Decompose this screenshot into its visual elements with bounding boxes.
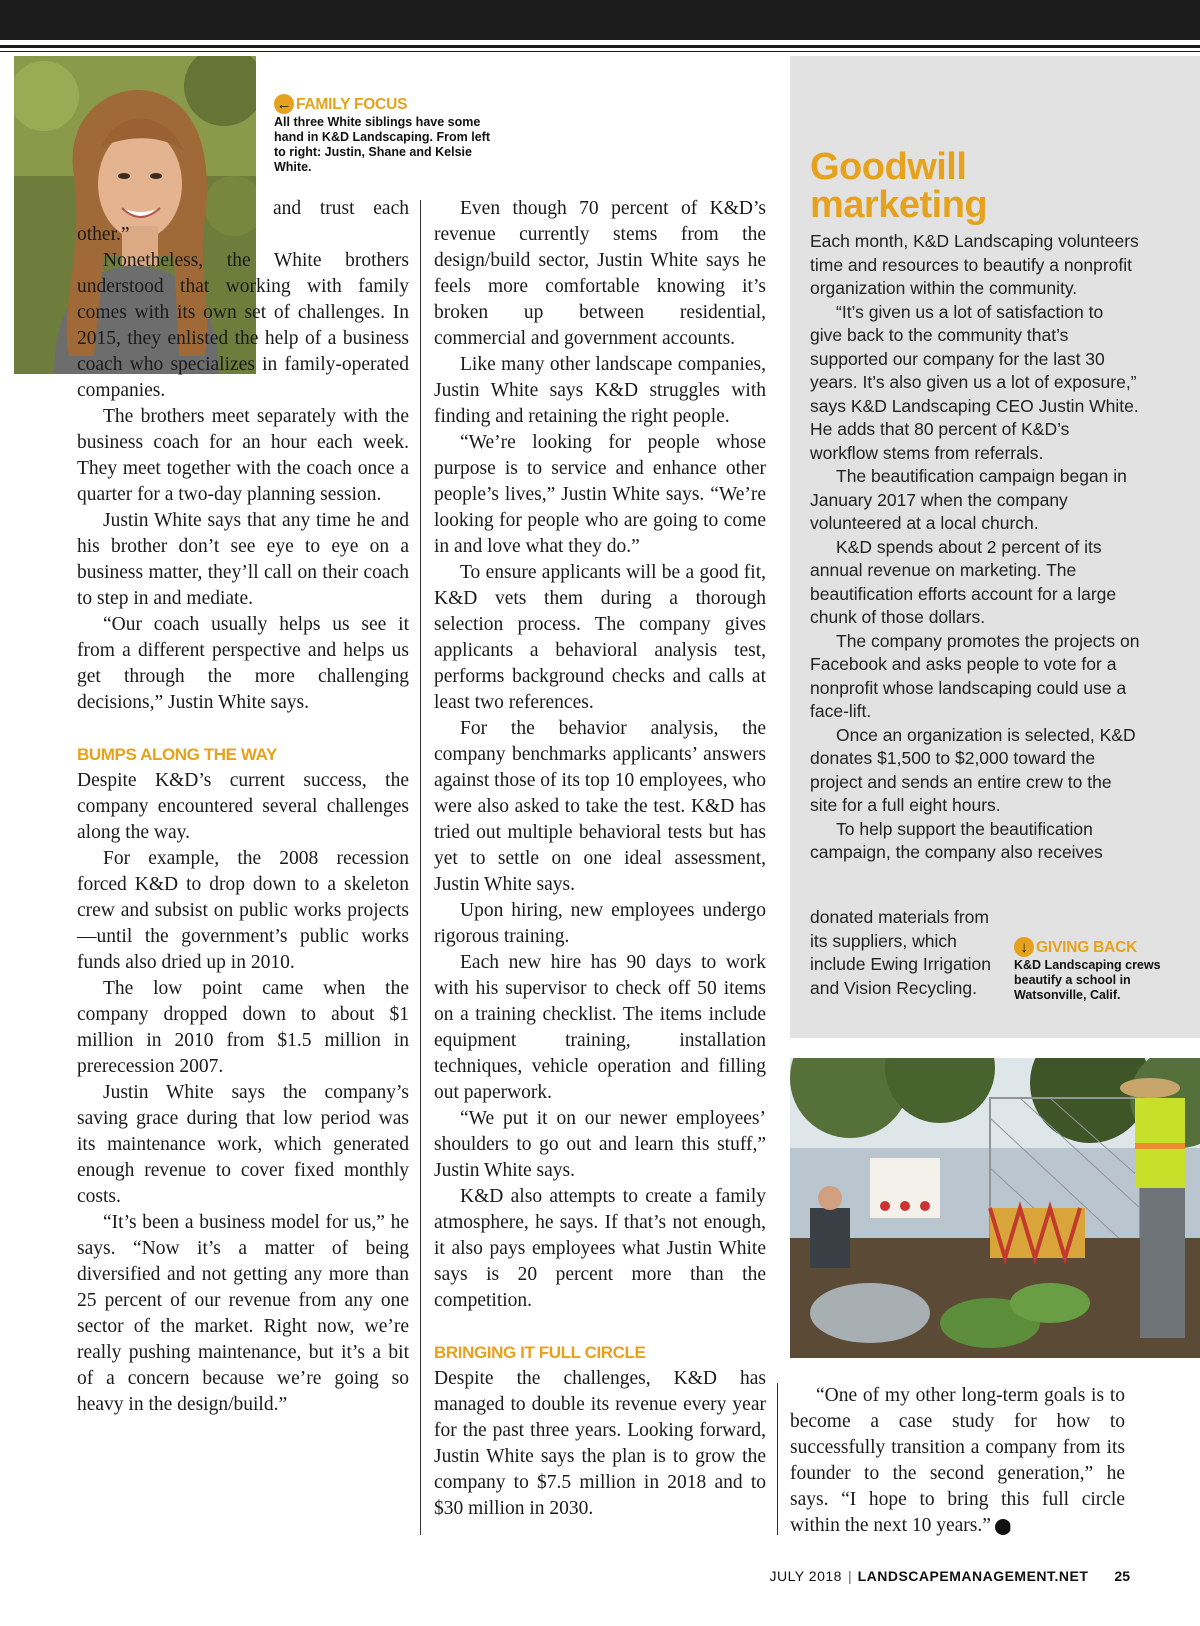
closing-paragraph-text: “One of my other long-term goals is to become a case study for how to successfully transition a company from its founder to the second generation,” he says. “I hope to bring this full circle within the next 10 years.”	[790, 1385, 1125, 1536]
column-divider	[420, 200, 421, 1535]
section-subhead: BRINGING IT FULL CIRCLE	[434, 1343, 646, 1362]
paragraph: The low point came when the company dropped down to about $1 million in 2010 from $1.5 million in prerecession 2007.	[77, 978, 409, 1077]
sidebar-body	[810, 230, 1140, 865]
caption-text: K&D Landscaping crews beautify a school in Watsonville, Calif.	[1014, 958, 1161, 1002]
paragraph: Like many other landscape companies, Justin White says K&D struggles with finding and retaining the right people.	[434, 354, 766, 427]
article-column-2	[434, 196, 766, 1522]
photo-caption-giving-back	[1014, 937, 1174, 1003]
paragraph: The brothers meet separately with the business coach for an hour each week. They meet together with the coach once a quarter for a two-day planning session.	[77, 406, 409, 505]
sidebar-paragraph: The beautification campaign began in January 2017 when the company volunteered at a local church.	[810, 466, 1127, 533]
photo-wrap-spacer	[77, 0, 273, 208]
paragraph	[790, 1383, 1125, 1539]
site-url: LANDSCAPEMANAGEMENT.NET	[857, 1568, 1089, 1584]
sidebar-paragraph: “It’s given us a lot of satisfaction to give back to the community that’s supported our company for the last 30 years. It’s also given us a lot of exposure,” says K&D Landscaping CEO Justin White. He adds that 80 percent of K&D’s workflow stems from referrals.	[810, 301, 1139, 463]
footer-separator: |	[847, 1568, 852, 1584]
paragraph: Even though 70 percent of K&D’s revenue currently stems from the design/build sector, Justin White says he feels more comfortable knowing it’s broken up between residential, commercial and government accounts.	[434, 198, 766, 349]
article-column-1	[77, 196, 409, 1418]
sidebar-paragraph: K&D spends about 2 percent of its annual revenue on marketing. The beautification efforts account for a large chunk of those dollars.	[810, 536, 1117, 627]
arrow-down-circle-icon: ↓	[1014, 937, 1034, 957]
caption-heading-text: GIVING BACK	[1036, 938, 1138, 956]
sidebar-paragraph-tail: donated materials from its suppliers, which include Ewing Irrigation and Vision Recycling.	[810, 907, 991, 998]
column-divider	[777, 1383, 778, 1535]
page-number: 25	[1114, 1568, 1130, 1584]
sidebar-paragraph: To help support the beautification campaign, the company also receives	[810, 818, 1103, 862]
paragraph: K&D also attempts to create a family atmosphere, he says. If that’s not enough, it also pays employees what Justin White says is 20 percent more than the competition.	[434, 1186, 766, 1311]
caption-heading	[1014, 937, 1174, 957]
paragraph: “We put it on our newer employees’ shoulders to go out and learn this stuff,” Justin White says.	[434, 1108, 766, 1181]
caption-heading	[274, 94, 504, 114]
paragraph: “Our coach usually helps us see it from a different perspective and helps us get through the more challenging decisions,” Justin White says.	[77, 614, 409, 713]
caption-heading-text: FAMILY FOCUS	[296, 95, 408, 113]
end-of-story-icon: LM	[995, 1519, 1011, 1535]
paragraph: “It’s been a business model for us,” he says. “Now it’s a matter of being diversified and not getting any more than 25 percent of our revenue from any one sector of the market. Right now, we’re really pushing maintenance, but it’s a bit of a concern because we’re going so heavy in the design/build.”	[77, 1212, 409, 1415]
paragraph: Despite the challenges, K&D has managed to double its revenue every year for the past three years. Looking forward, Justin White says the plan is to grow the company to $7.5 million in 2018 and to $30 million in 2030.	[434, 1368, 766, 1519]
paragraph: “We’re looking for people whose purpose is to service and enhance other people’s lives,” Justin White says. “We’re looking for people who are going to come in and love what they do.”	[434, 432, 766, 557]
paragraph: Upon hiring, new employees undergo rigorous training.	[434, 900, 766, 947]
sidebar-title-line: Goodwill	[810, 146, 967, 188]
paragraph: Each new hire has 90 days to work with his supervisor to check off 50 items on a training checklist. The items include equipment training, installation techniques, vehicle operation and filling out paperwork.	[434, 952, 766, 1103]
sidebar-paragraph: Each month, K&D Landscaping volunteers time and resources to beautify a nonprofit organization within the community.	[810, 231, 1139, 298]
caption-text: All three White siblings have some hand in K&D Landscaping. From left to right: Justin, Shane and Kelsie White.	[274, 115, 490, 174]
crew-photo	[790, 1058, 1200, 1358]
paragraph: Nonetheless, the White brothers understood that working with family comes with its own set of challenges. In 2015, they enlisted the help of a business coach who specializes in family-operated companies.	[77, 250, 409, 401]
paragraph: Despite K&D’s current success, the company encountered several challenges along the way.	[77, 770, 409, 843]
paragraph: For the behavior analysis, the company benchmarks applicants’ answers against those of its top 10 employees, who were also asked to take the test. K&D has tried out multiple behavioral tests but has yet to settle on one ideal assessment, Justin White says.	[434, 718, 766, 895]
sidebar-title	[810, 148, 1180, 224]
sidebar-paragraph: Once an organization is selected, K&D donates $1,500 to $2,000 toward the project and sends an entire crew to the site for a full eight hours.	[810, 724, 1136, 815]
paragraph: To ensure applicants will be a good fit, K&D vets them during a thorough selection process. The company gives applicants a behavioral analysis test, performs background checks and calls at least two references.	[434, 562, 766, 713]
article-column-3-end	[790, 1383, 1125, 1539]
sidebar-paragraph: The company promotes the projects on Facebook and asks people to vote for a nonprofit whose landscaping could use a face-lift.	[810, 630, 1140, 721]
paragraph: Justin White says that any time he and his brother don’t see eye to eye on a business matter, they’ll call on their coach to step in and mediate.	[77, 510, 409, 609]
page-footer	[740, 1568, 1130, 1584]
issue-date: JULY 2018	[769, 1568, 842, 1584]
sidebar-title-line: marketing	[810, 184, 988, 226]
section-subhead: BUMPS ALONG THE WAY	[77, 745, 277, 764]
paragraph: For example, the 2008 recession forced K&D to drop down to a skeleton crew and subsist on public works projects—until the government’s public works funds also dried up in 2010.	[77, 848, 409, 973]
paragraph: and trust each other.”	[77, 198, 409, 245]
paragraph: Justin White says the company’s saving grace during that low period was its maintenance work, which generated enough revenue to cover fixed monthly costs.	[77, 1082, 409, 1207]
photo-caption-family-focus	[274, 94, 504, 175]
arrow-left-circle-icon: ←	[274, 94, 294, 114]
